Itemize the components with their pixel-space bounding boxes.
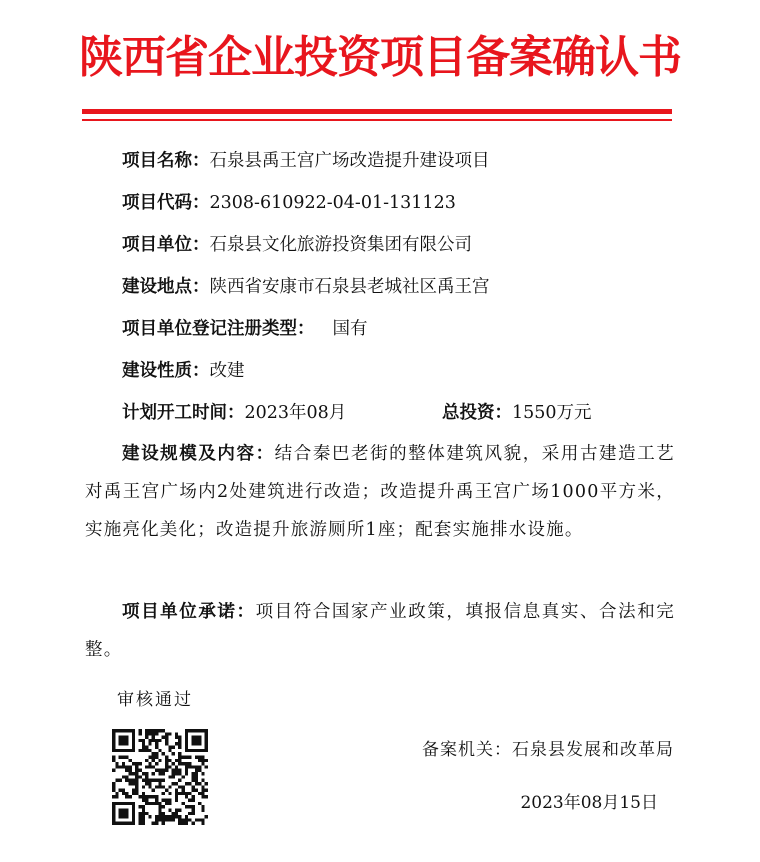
field-label: 项目代码： <box>122 193 210 213</box>
field-start-time <box>122 400 346 426</box>
field-value: 国有 <box>332 319 368 339</box>
field-value: 石泉县文化旅游投资集团有限公司 <box>209 235 472 255</box>
field-label: 建设地点： <box>122 277 210 297</box>
approval-status: 审核通过 <box>117 690 193 710</box>
filing-agency: 备案机关：石泉县发展和改革局 <box>422 740 674 760</box>
filing-date: 2023年08月15日 <box>520 793 658 813</box>
field-label: 项目名称： <box>122 151 210 171</box>
field-project-name <box>122 148 490 174</box>
field-value: 陕西省安康市石泉县老城社区禹王宫 <box>209 277 490 297</box>
field-label: 总投资： <box>442 403 512 423</box>
qr-code-icon <box>112 729 208 825</box>
title-rule-thin <box>82 119 672 121</box>
field-location <box>122 274 490 300</box>
field-value: 1550万元 <box>512 403 592 423</box>
field-value: 项目符合国家产业政策，填报信息真实、合法和完整。 <box>85 602 675 660</box>
field-label: 项目单位： <box>122 235 210 255</box>
field-label: 计划开工时间： <box>122 403 245 423</box>
field-project-unit <box>122 232 472 258</box>
title-rule-thick <box>82 109 672 114</box>
field-label: 项目单位登记注册类型： <box>122 319 315 339</box>
document-title: 陕西省企业投资项目备案确认书 <box>79 32 681 83</box>
field-scale-content <box>85 435 675 549</box>
field-value: 石泉县禹王宫广场改造提升建设项目 <box>209 151 490 171</box>
field-value: 2308-610922-04-01-131123 <box>209 193 456 213</box>
field-total-investment <box>442 400 592 426</box>
field-construction-nature <box>122 358 245 384</box>
field-commitment <box>85 593 675 669</box>
field-value: 2023年08月 <box>244 403 347 423</box>
field-value: 改建 <box>209 361 245 381</box>
field-label: 建设性质： <box>122 361 210 381</box>
field-label: 项目单位承诺： <box>122 602 256 622</box>
field-label: 建设规模及内容： <box>122 444 275 464</box>
field-project-code <box>122 190 456 216</box>
field-registration-type <box>122 316 368 342</box>
field-value: 结合秦巴老街的整体建筑风貌，采用古建造工艺对禹王宫广场内2处建筑进行改造；改造提升禹王宫广场1000平方米，实施亮化美化；改造提升旅游厕所1座；配套实施排水设施。 <box>85 444 675 540</box>
